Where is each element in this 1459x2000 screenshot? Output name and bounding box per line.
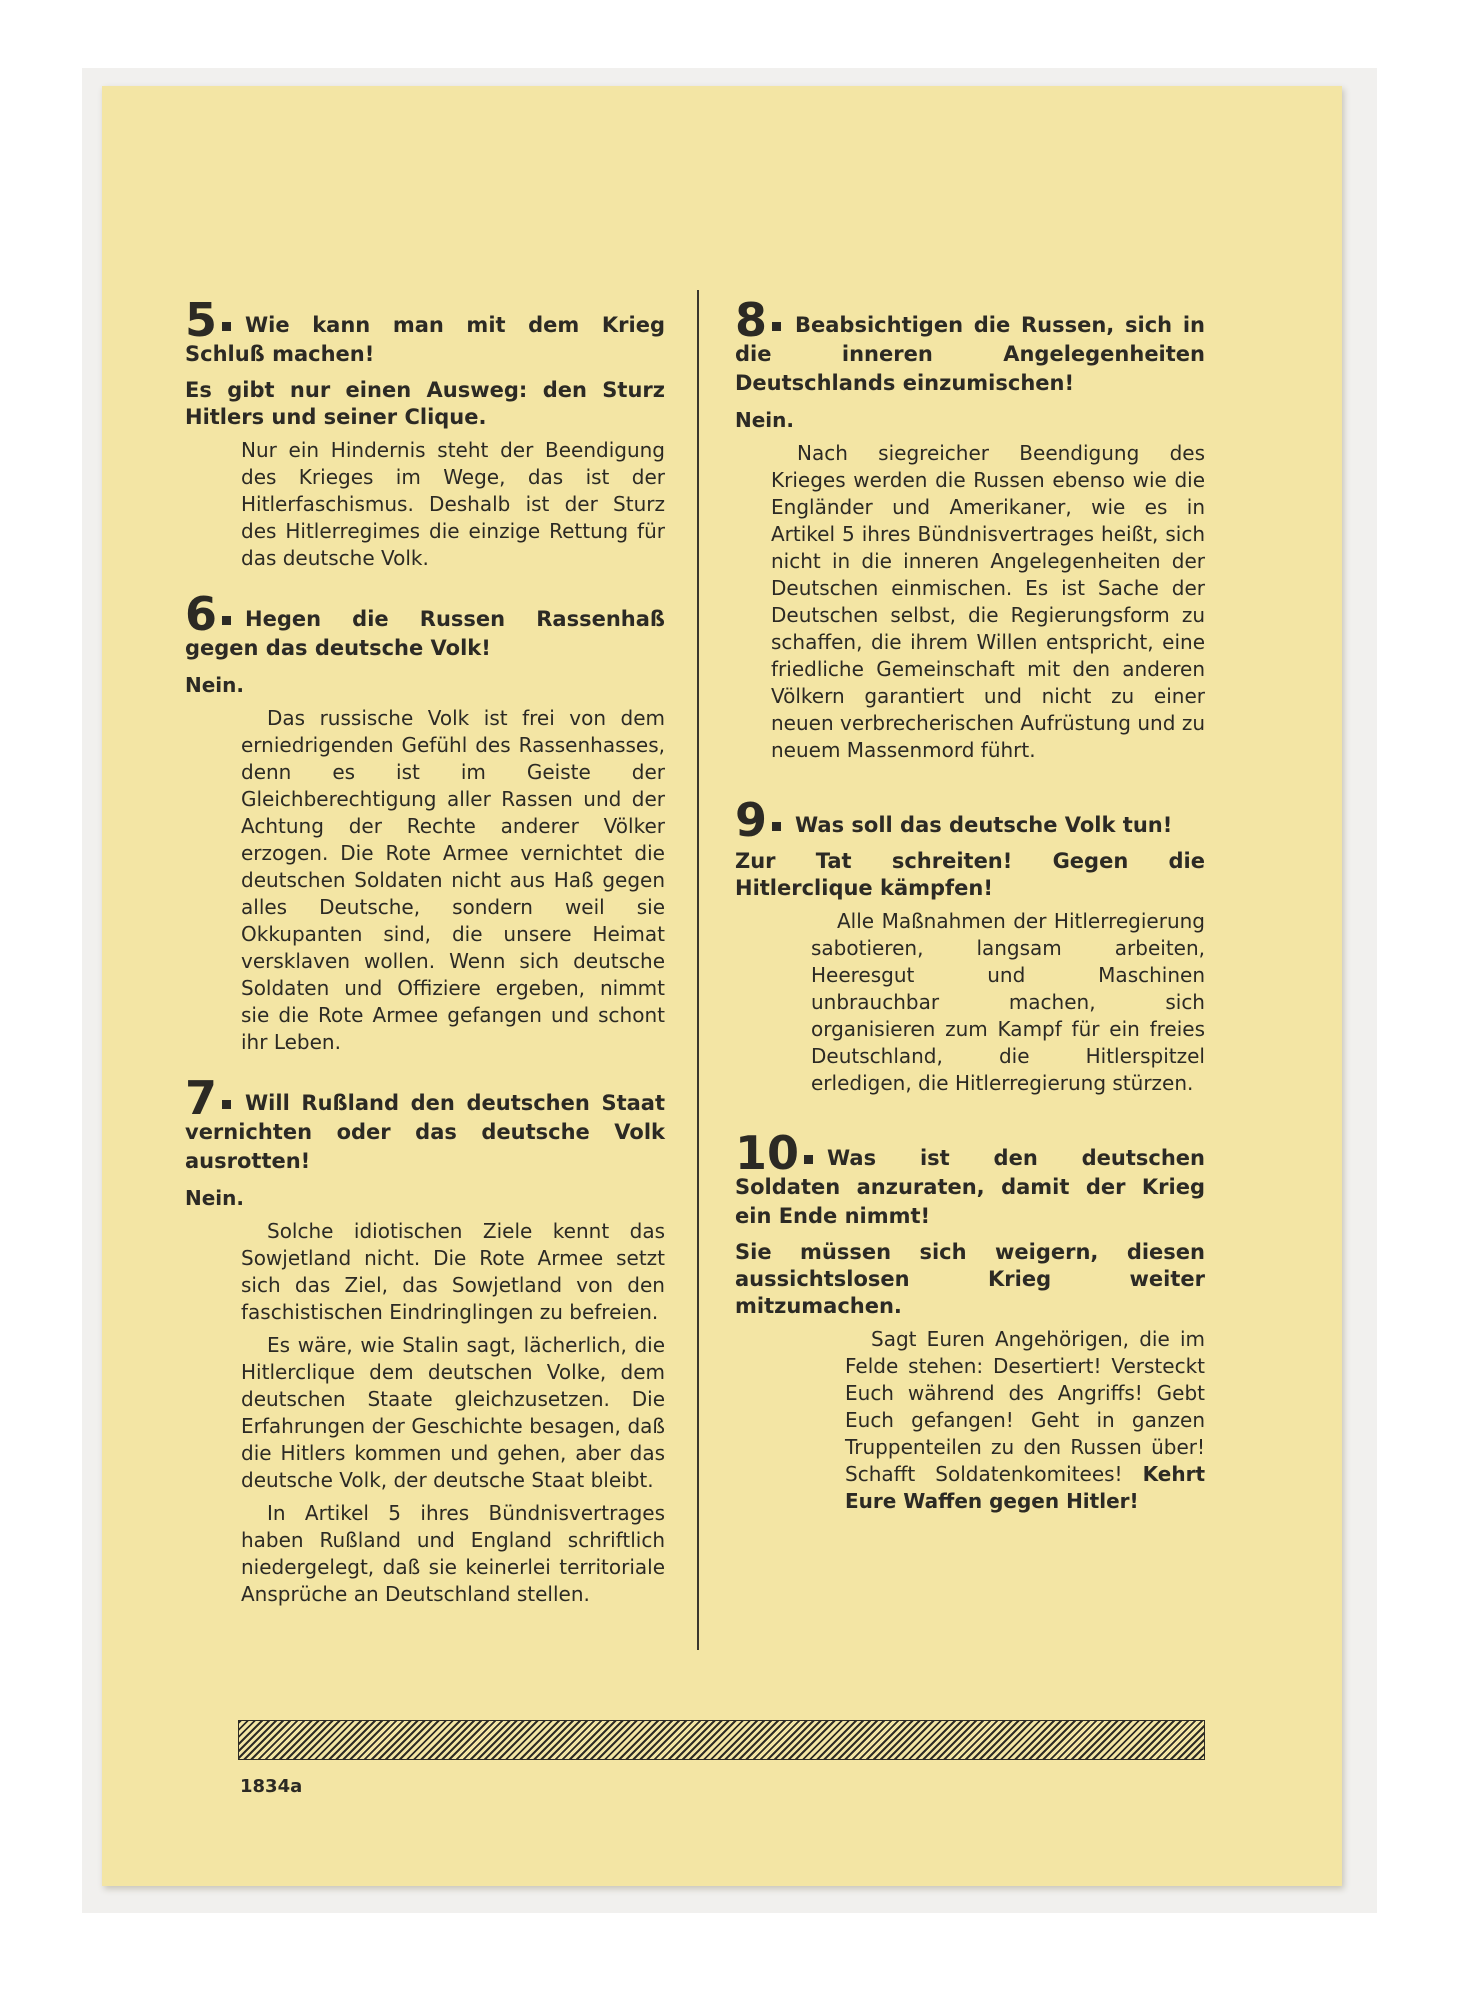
answer-text: Es gibt nur einen Ausweg: den Sturz Hitlers und seiner Clique. xyxy=(185,378,665,429)
question-text: Will Rußland den deutschen Staat vernichten oder das deutsche Volk ausrotten! xyxy=(185,1091,665,1173)
question-heading xyxy=(735,1126,1205,1231)
section-5 xyxy=(185,293,665,572)
question-text: Was soll das deutsche Volk tun! xyxy=(795,813,1173,837)
square-bullet-icon xyxy=(222,1100,231,1109)
answer-text: Sie müssen sich weigern, diesen aussichtslosen Krieg weiter mitzumachen. xyxy=(735,1240,1205,1318)
section-10 xyxy=(735,1126,1205,1515)
question-heading xyxy=(185,1071,665,1176)
body-text: Nur ein Hindernis steht der Beendigung des Krieges im Wege, das ist der Hitlerfaschismus. Deshalb ist der Sturz des Hitlerregimes die einzige Rettung für das deutsche Volk. xyxy=(241,438,665,570)
body-text-bold: Kehrt Eure Waffen gegen Hitler! xyxy=(845,1462,1205,1513)
square-bullet-icon xyxy=(772,822,781,831)
right-column xyxy=(735,293,1205,1537)
hatched-rule xyxy=(238,1720,1205,1760)
question-number: 8 xyxy=(735,293,768,347)
question-heading xyxy=(185,293,665,369)
section-9 xyxy=(735,793,1205,1097)
answer-text: Nein. xyxy=(185,673,244,697)
answer-text: Nein. xyxy=(185,1186,244,1210)
question-heading xyxy=(735,793,1205,847)
body-text: In Artikel 5 ihres Bündnisvertrages haben Rußland und England schriftlich niedergelegt, daß sie keinerlei territoriale Ansprüche an Deutschland stellen. xyxy=(241,1501,665,1606)
answer-text: Nein. xyxy=(735,408,794,432)
square-bullet-icon xyxy=(222,322,231,331)
question-text: Was ist den deutschen Soldaten anzuraten, damit der Krieg ein Ende nimmt! xyxy=(735,1146,1205,1228)
body-text: Alle Maßnahmen der Hitlerregierung sabotieren, langsam arbeiten, Heeresgut und Maschinen unbrauchbar machen, sich organisieren zum Kampf für ein freies Deutschland, die Hitlerspitzel erledigen, die Hitlerregierung stürzen. xyxy=(811,909,1205,1095)
square-bullet-icon xyxy=(222,616,231,625)
section-6 xyxy=(185,587,665,1056)
body-text-regular: Sagt Euren Angehörigen, die im Felde stehen: Desertiert! Versteckt Euch während des Angriffs! Gebt Euch gefangen! Geht in ganzen Truppenteilen zu den Russen über! Schafft Soldatenkomitees! xyxy=(845,1327,1205,1486)
question-number: 5 xyxy=(185,293,218,347)
body-text: Nach siegreicher Beendigung des Krieges werden die Russen ebenso wie die Engländer und Amerikaner, wie es in Artikel 5 ihres Bündnisvertrages heißt, sich nicht in die inneren Angelegenheiten der Deutschen einmischen. Es ist Sache der Deutschen selbst, die Regierungsform zu schaffen, die ihrem Willen entspricht, eine friedliche Gemeinschaft mit den anderen Völkern garantiert und nicht zu einer neuen verbrecherischen Aufrüstung und zu neuem Massenmord führt. xyxy=(771,441,1205,762)
left-column xyxy=(185,293,665,1630)
section-7 xyxy=(185,1071,665,1608)
square-bullet-icon xyxy=(772,322,781,331)
square-bullet-icon xyxy=(804,1155,813,1164)
question-number: 6 xyxy=(185,587,218,641)
question-number: 9 xyxy=(735,793,768,847)
column-divider xyxy=(697,290,699,1650)
question-number: 7 xyxy=(185,1071,218,1125)
question-text: Wie kann man mit dem Krieg Schluß machen! xyxy=(185,313,665,366)
print-code: 1834a xyxy=(240,1776,303,1797)
question-text: Hegen die Russen Rassenhaß gegen das deutsche Volk! xyxy=(185,607,665,660)
answer-text: Zur Tat schreiten! Gegen die Hitlerclique kämpfen! xyxy=(735,849,1205,900)
question-text: Beabsichtigen die Russen, sich in die inneren Angelegenheiten Deutschlands einzumischen! xyxy=(735,313,1205,395)
question-heading xyxy=(185,587,665,663)
question-heading xyxy=(735,293,1205,398)
body-text xyxy=(845,1326,1205,1515)
body-text: Das russische Volk ist frei von dem erniedrigenden Gefühl des Rassenhasses, denn es ist im Geiste der Gleichberechtigung aller Rassen und der Achtung der Rechte anderer Völker erzogen. Die Rote Armee vernichtet die deutschen Soldaten nicht aus Haß gegen alles Deutsche, sondern weil sie Okkupanten sind, die unsere Heimat versklaven wollen. Wenn sich deutsche Soldaten und Offiziere ergeben, nimmt sie die Rote Armee gefangen und schont ihr Leben. xyxy=(241,706,665,1054)
section-8 xyxy=(735,293,1205,764)
question-number: 10 xyxy=(735,1126,800,1180)
body-text: Es wäre, wie Stalin sagt, lächerlich, die Hitlerclique dem deutschen Volke, dem deutschen Staate gleichzusetzen. Die Erfahrungen der Geschichte besagen, daß die Hitlers kommen und gehen, aber das deutsche Volk, der deutsche Staat bleibt. xyxy=(241,1333,665,1492)
body-text: Solche idiotischen Ziele kennt das Sowjetland nicht. Die Rote Armee setzt sich das Ziel, das Sowjetland von den faschistischen Eindringlingen zu befreien. xyxy=(241,1219,665,1324)
